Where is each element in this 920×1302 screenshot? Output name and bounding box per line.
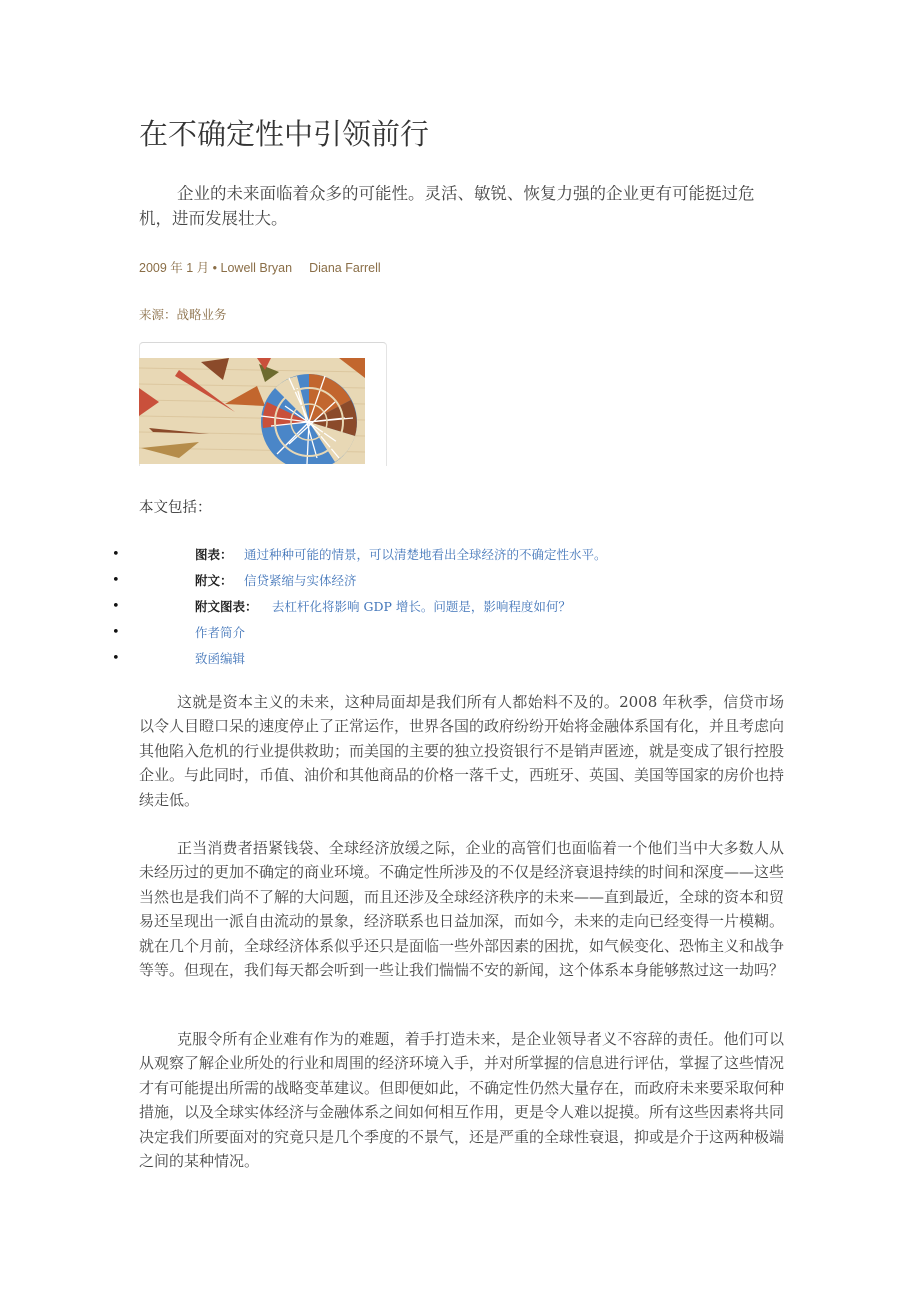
- author-link-lowell-bryan[interactable]: • Lowell Bryan: [212, 261, 293, 275]
- item-label: 附文：: [195, 573, 233, 588]
- list-item: [0, 597, 920, 623]
- article-source: 来源：战略业务: [139, 307, 227, 322]
- list-item: [0, 571, 920, 597]
- link-sidebar[interactable]: 信贷紧缩与实体经济: [244, 573, 357, 588]
- list-item: [0, 649, 920, 675]
- link-chart[interactable]: 通过种种可能的情景，可以清楚地看出全球经济的不确定性水平。: [244, 547, 607, 562]
- article-title: 在不确定性中引领前行: [139, 117, 430, 151]
- bullet: •: [112, 547, 120, 562]
- body-paragraph: 这就是资本主义的未来，这种局面却是我们所有人都始料不及的。2008 年秋季，信贷市场以令人目瞪口呆的速度停止了正常运作，世界各国的政府纷纷开始将金融体系国有化，并且考虑向其他陷入危机的行业提供救助；而美国的主要的独立投资银行不是销声匿迹，就是变成了银行控股企业。与此同时，币值、油价和其他商品的价格一落千丈，西班牙、英国、美国等国家的房价也持续走低。: [139, 693, 785, 809]
- bullet: •: [112, 651, 120, 666]
- bullet: •: [112, 573, 120, 588]
- article-byline: [139, 259, 381, 277]
- author-link-diana-farrell[interactable]: Diana Farrell: [309, 261, 381, 275]
- link-about-authors[interactable]: 作者简介: [195, 625, 246, 640]
- contents-list: [0, 545, 920, 675]
- list-item: [0, 623, 920, 649]
- link-letter-to-editor[interactable]: 致函编辑: [195, 651, 246, 666]
- list-item: [0, 545, 920, 571]
- link-sidebar-chart[interactable]: 去杠杆化将影响 GDP 增长。问题是，影响程度如何？: [272, 599, 571, 614]
- bullet: •: [112, 599, 120, 614]
- item-label: 附文图表：: [195, 599, 258, 614]
- publish-date: 2009 年 1 月: [139, 261, 210, 275]
- article-illustration[interactable]: [139, 358, 365, 464]
- bullet: •: [112, 625, 120, 640]
- article-lead: 企业的未来面临着众多的可能性。灵活、敏锐、恢复力强的企业更有可能挺过危机，进而发展壮大。: [139, 184, 755, 228]
- body-paragraph: 正当消费者捂紧钱袋、全球经济放缓之际，企业的高管们也面临着一个他们当中大多数人从未经历过的更加不确定的商业环境。不确定性所涉及的不仅是经济衰退持续的时间和深度——这些当然也是我们尚不了解的大问题，而且还涉及全球经济秩序的未来——直到最近，全球的资本和贸易还呈现出一派自由流动的景象，经济联系也日益加深，而如今，未来的走向已经变得一片模糊。就在几个月前，全球经济体系似乎还只是面临一些外部因素的困扰，如气候变化、恐怖主义和战争等等。但现在，我们每天都会听到一些让我们惴惴不安的新闻，这个体系本身能够熬过这一劫吗？: [139, 839, 785, 980]
- contents-heading: 本文包括：: [139, 500, 212, 516]
- body-paragraph: 克服令所有企业难有作为的难题，着手打造未来，是企业领导者义不容辞的责任。他们可以从观察了解企业所处的行业和周围的经济环境入手，并对所掌握的信息进行评估，掌握了这些情况才有可能提出所需的战略变革建议。但即便如此，不确定性仍然大量存在，而政府未来要采取何种措施，以及全球实体经济与金融体系之间如何相互作用，更是令人难以捉摸。所有这些因素将共同决定我们所要面对的究竟只是几个季度的不景气，还是严重的全球性衰退，抑或是介于这两种极端之间的某种情况。: [139, 1030, 785, 1171]
- item-label: 图表：: [195, 547, 233, 562]
